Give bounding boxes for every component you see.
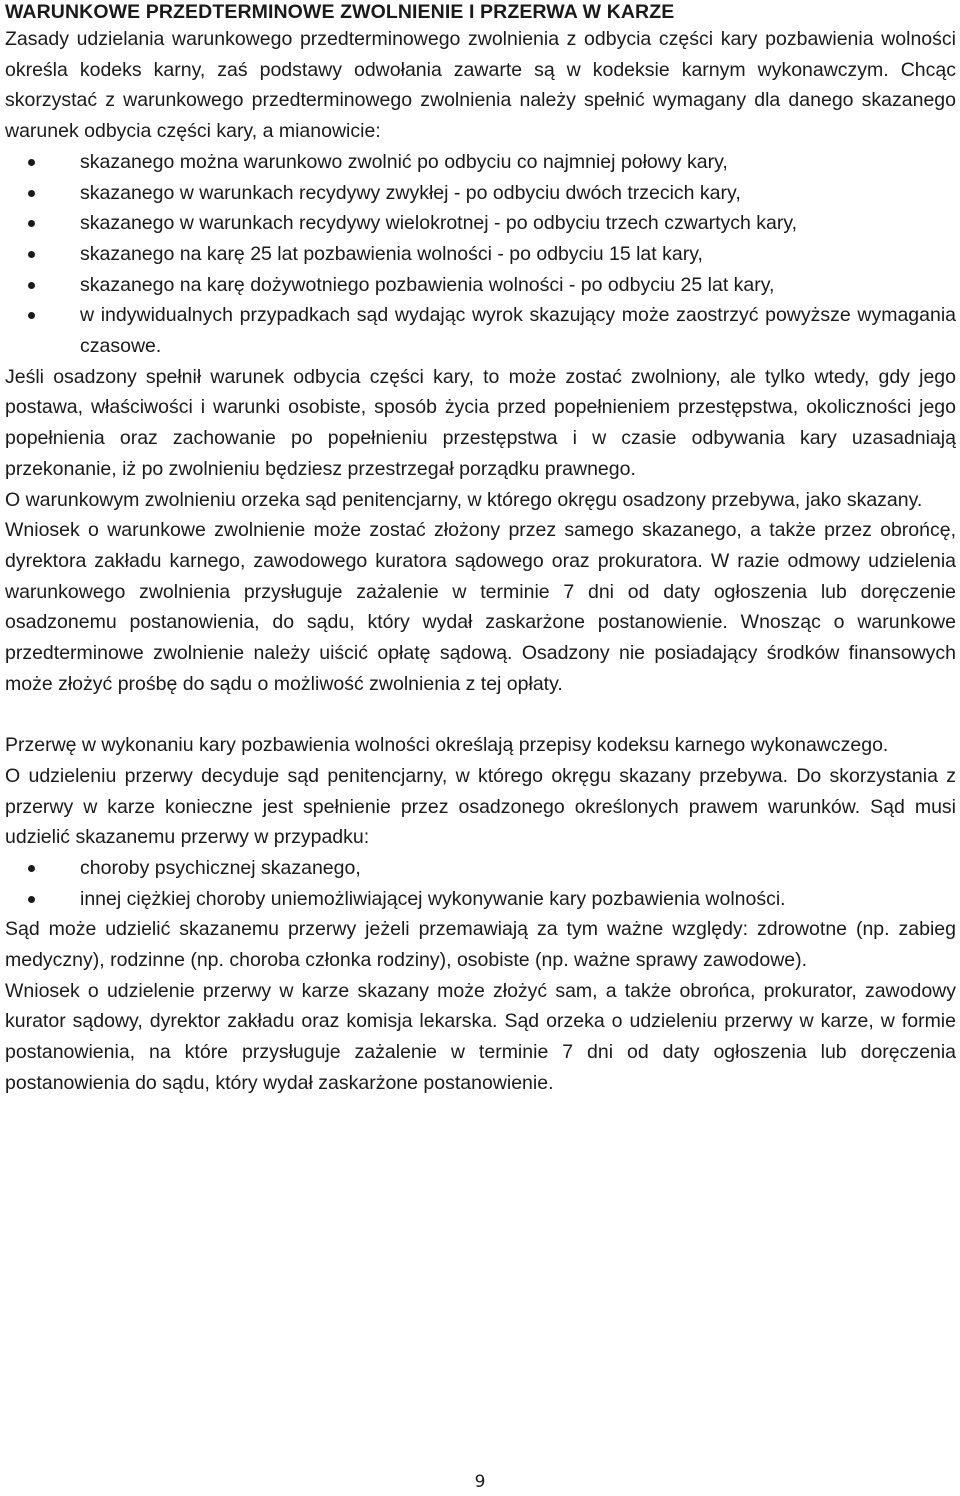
document-page: [5, 0, 956, 1099]
list-item-text: innej ciężkiej choroby uniemożliwiającej wykonywanie kary pozbawienia wolności.: [80, 887, 786, 910]
list-item: [5, 178, 956, 209]
list-item-text: skazanego w warunkach recydywy zwykłej - po odbyciu dwóch trzecich kary,: [80, 181, 741, 204]
paragraph-intro: Zasady udzielania warunkowego przedterminowego zwolnienia z odbycia części kary pozbawienia wolności określa kodeks karny, zaś podstawy odwołania zawarte są w kodeksie karnym wykonawczym. Chcąc skorzystać z warunkowego przedterminowego zwolnienia należy spełnić wymagany dla danego skazanego warunek odbycia części kary, a mianowicie:: [5, 28, 956, 143]
paragraph-break-court: O udzieleniu przerwy decyduje sąd penitencjarny, w którego okręgu skazany przebywa. Do skorzystania z przerwy w karze konieczne jest spełnienie przez osadzonego określonych prawem warunków. Sąd musi udzielić skazanemu przerwy w przypadku:: [5, 764, 956, 849]
paragraph-break-application: Wniosek o udzielenie przerwy w karze skazany może złożyć sam, a także obrońca, prokurator, zawodowy kurator sądowy, dyrektor zakładu oraz komisja lekarska. Sąd orzeka o udzieleniu przerwy w karze, w formie postanowienia, na które przysługuje zażalenie w terminie 7 dni od daty ogłoszenia lub doręczenia postanowienia do sądu, który wydał zaskarżone postanowienie.: [5, 979, 956, 1094]
list-item: [5, 239, 956, 270]
page-number: 9: [474, 1472, 486, 1492]
section-spacer: [5, 699, 956, 730]
list-item: [5, 300, 956, 361]
list-item-text: choroby psychicznej skazanego,: [80, 856, 361, 879]
bullet-icon: [28, 896, 35, 903]
bullet-icon: [28, 220, 35, 227]
list-item: [5, 147, 956, 178]
bullet-icon: [28, 190, 35, 197]
page-title: WARUNKOWE PRZEDTERMINOWE ZWOLNIENIE I PRZERWA W KARZE: [5, 1, 675, 23]
list-item-text: skazanego na karę dożywotniego pozbawienia wolności - po odbyciu 25 lat kary,: [80, 273, 775, 296]
paragraph-court: O warunkowym zwolnieniu orzeka sąd penitencjarny, w którego okręgu osadzony przebywa, jako skazany.: [5, 488, 923, 511]
list-item: [5, 853, 956, 884]
paragraph-application: Wniosek o warunkowe zwolnienie może zostać złożony przez samego skazanego, a także przez obrońcę, dyrektora zakładu karnego, zawodowego kuratora sądowego oraz prokuratora. W razie odmowy udzielenia warunkowego zwolnienia przysługuje zażalenie w terminie 7 dni od daty ogłoszenia lub doręczenie osadzonemu postanowienia, do sądu, który wydał zaskarżone postanowienie. Wnosząc o warunkowe przedterminowe zwolnienie należy uiścić opłatę sądową. Osadzony nie posiadający środków finansowych może złożyć prośbę do sądu o możliwość zwolnienia z tej opłaty.: [5, 519, 956, 695]
list-item-text: skazanego w warunkach recydywy wielokrotnej - po odbyciu trzech czwartych kary,: [80, 212, 798, 235]
list-item: [5, 270, 956, 301]
paragraph-break-intro: Przerwę w wykonaniu kary pozbawienia wolności określają przepisy kodeksu karnego wykonawczego.: [5, 734, 889, 757]
list-item: [5, 208, 956, 239]
paragraph-break-optional: Sąd może udzielić skazanemu przerwy jeżeli przemawiają za tym ważne względy: zdrowotne (np. zabieg medyczny), rodzinne (np. choroba członka rodziny), osobiste (np. ważne sprawy zawodowe).: [5, 918, 956, 972]
bullet-icon: [28, 282, 35, 289]
list-item-text: skazanego można warunkowo zwolnić po odbyciu co najmniej połowy kary,: [80, 150, 728, 173]
list-item-text: skazanego na karę 25 lat pozbawienia wolności - po odbyciu 15 lat kary,: [80, 242, 703, 265]
conditions-list: [5, 147, 956, 362]
list-item-text: w indywidualnych przypadkach sąd wydając wyrok skazujący może zaostrzyć powyższe wymagania czasowe.: [80, 304, 956, 358]
bullet-icon: [28, 251, 35, 258]
break-reasons-list: [5, 853, 956, 914]
paragraph-conditions: Jeśli osadzony spełnił warunek odbycia części kary, to może zostać zwolniony, ale tylko wtedy, gdy jego postawa, właściwości i warunki osobiste, sposób życia przed popełnieniem przestępstwa, okoliczności jego popełnienia oraz zachowanie po popełnieniu przestępstwa i w czasie odbywania kary uzasadniają przekonanie, iż po zwolnieniu będziesz przestrzegał porządku prawnego.: [5, 365, 956, 480]
bullet-icon: [28, 159, 35, 166]
bullet-icon: [28, 865, 35, 872]
list-item: [5, 884, 956, 915]
bullet-icon: [28, 312, 35, 319]
